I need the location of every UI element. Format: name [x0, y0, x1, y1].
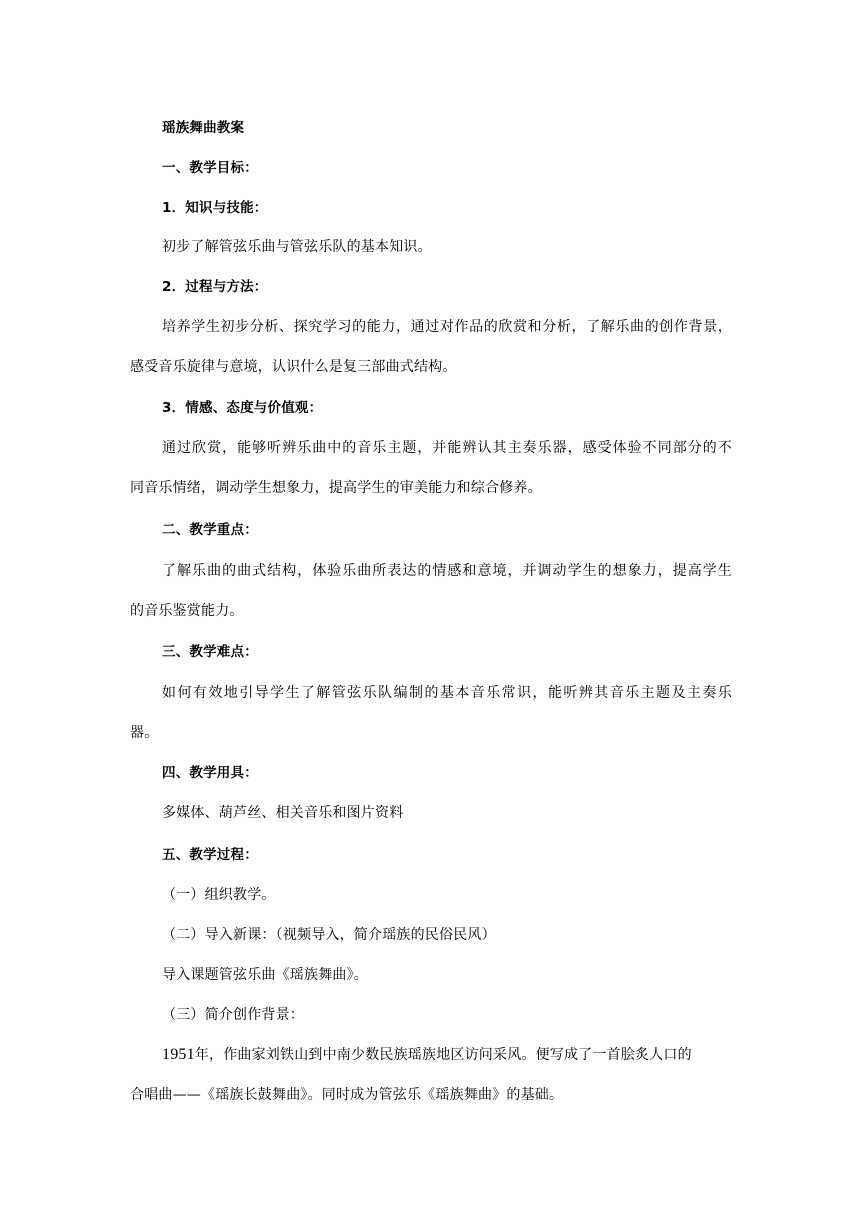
process-step-introduction-text: 导入课题管弦乐曲《瑶族舞曲》。 — [162, 967, 368, 983]
paragraph-emotion-values-line2: 同音乐情绪，调动学生想象力，提高学生的审美能力和综合修养。 — [130, 480, 542, 496]
paragraph-process-methods-line1: 培养学生初步分析、探究学习的能力，通过对作品的欣赏和分析，了解乐曲的创作背景， — [162, 319, 732, 335]
paragraph-teaching-tools: 多媒体、葫芦丝、相关音乐和图片资料 — [162, 805, 404, 821]
paragraph-difficulties-line2: 器。 — [130, 725, 159, 741]
subheading-emotion-values: 3．情感、态度与价值观： — [162, 400, 323, 416]
paragraph-background-line1 — [162, 1045, 732, 1065]
paragraph-key-points-line2: 的音乐鉴赏能力。 — [130, 603, 244, 619]
paragraph-background-line2: 合唱曲——《瑶族长鼓舞曲》。同时成为管弦乐《瑶族舞曲》的基础。 — [130, 1087, 564, 1103]
subheading-knowledge-skills: 1．知识与技能： — [162, 200, 268, 216]
process-step-organize: （一）组织教学。 — [162, 887, 276, 903]
year-text: 1951 — [162, 1046, 195, 1063]
document-title: 瑶族舞曲教案 — [162, 120, 245, 136]
subheading-process-methods: 2．过程与方法： — [162, 279, 268, 295]
paragraph-difficulties-line1: 如何有效地引导学生了解管弦乐队编制的基本音乐常识，能听辨其音乐主题及主奏乐 — [162, 685, 732, 701]
paragraph-process-methods-line2: 感受音乐旋律与意境，认识什么是复三部曲式结构。 — [130, 359, 457, 375]
paragraph-emotion-values-line1: 通过欣赏，能够听辨乐曲中的音乐主题，并能辨认其主奏乐器，感受体验不同部分的不 — [162, 440, 732, 456]
process-step-introduction: （二）导入新课：（视频导入，简介瑶族的民俗民风） — [162, 927, 496, 943]
process-step-background: （三）简介创作背景： — [162, 1007, 304, 1023]
section-heading-difficulties: 三、教学难点： — [162, 644, 258, 660]
paragraph-knowledge-skills: 初步了解管弦乐曲与管弦乐队的基本知识。 — [162, 239, 432, 255]
section-heading-teaching-tools: 四、教学用具： — [162, 765, 258, 781]
background-text-rest: 年，作曲家刘铁山到中南少数民族瑶族地区访问采风。便写成了一首脍炙人口的 — [194, 1047, 692, 1063]
section-heading-key-points: 二、教学重点： — [162, 522, 258, 538]
section-heading-teaching-objectives: 一、教学目标： — [162, 160, 258, 176]
section-heading-teaching-process: 五、教学过程： — [162, 847, 258, 863]
paragraph-key-points-line1: 了解乐曲的曲式结构，体验乐曲所表达的情感和意境，并调动学生的想象力，提高学生 — [162, 563, 732, 579]
